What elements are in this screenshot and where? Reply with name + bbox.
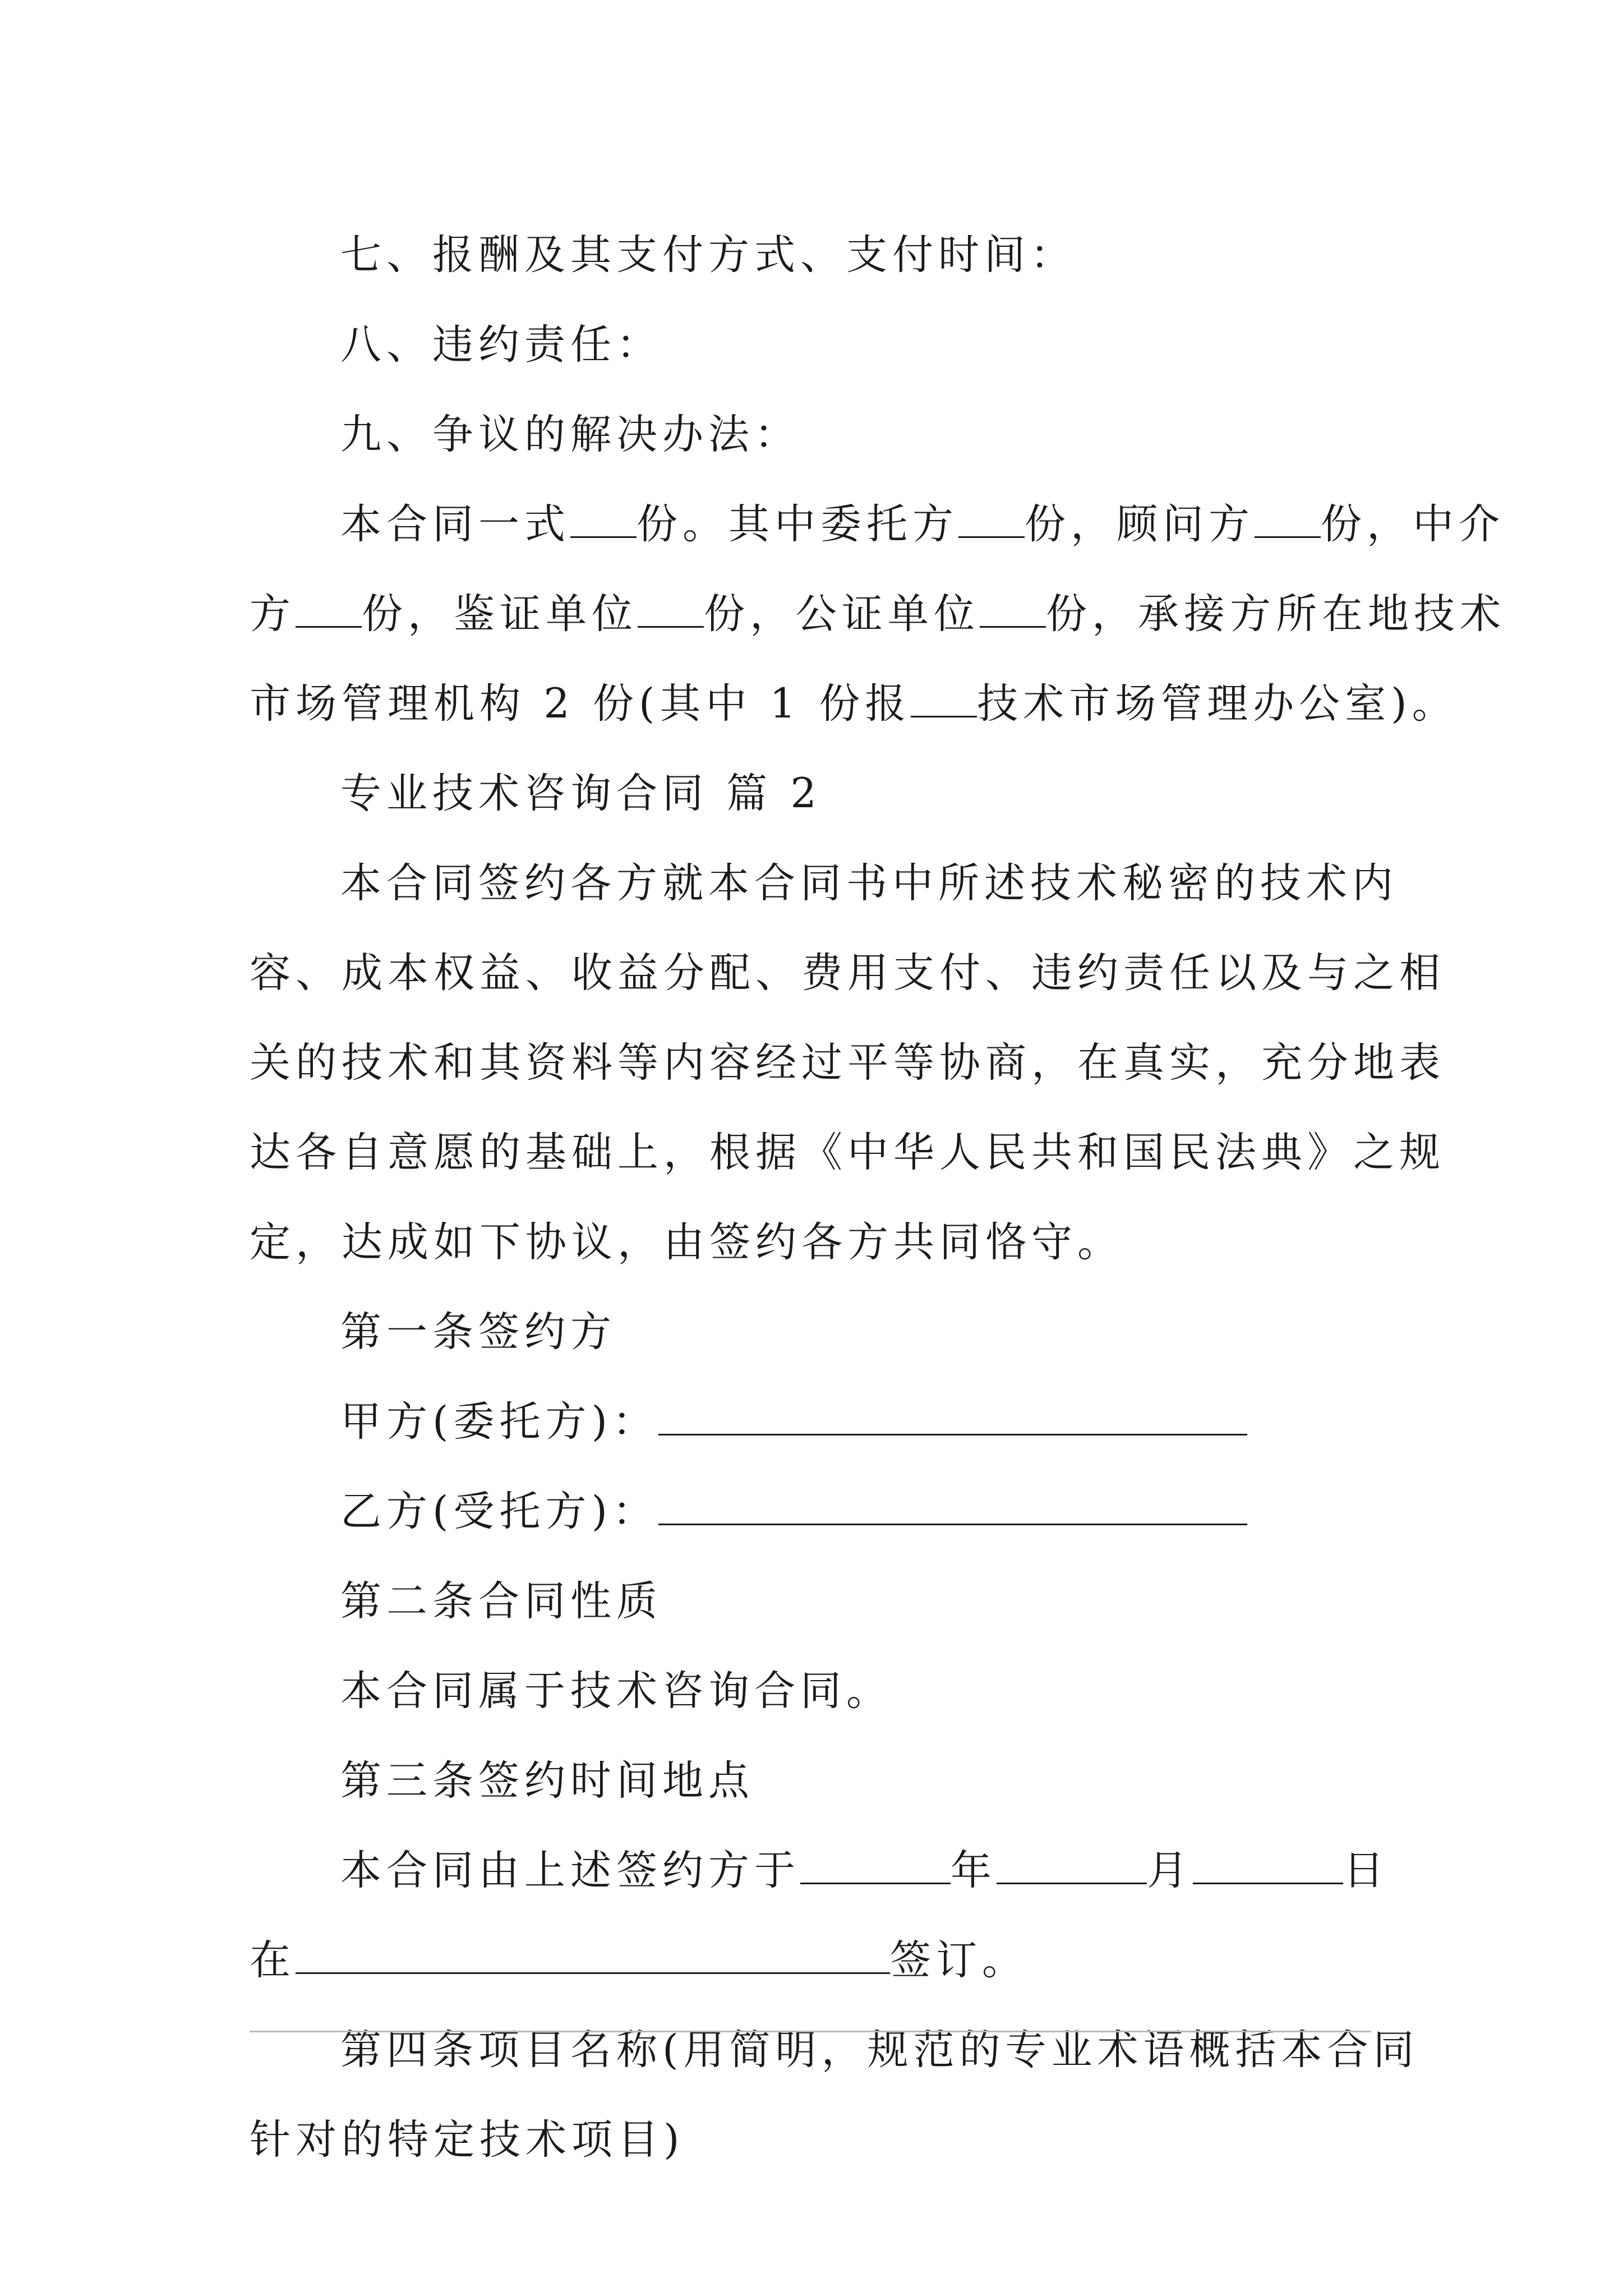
preamble-line-1 (250, 839, 1398, 928)
blank-field (296, 588, 362, 628)
clause-9 (250, 390, 1388, 480)
preamble-text: 本合同签约各方就本合同书中所述技术秘密的技术内 (340, 859, 1398, 907)
contract-nature-line (250, 1646, 1388, 1736)
clause-8 (250, 300, 1388, 390)
article-2-text: 第二条合同性质 (340, 1577, 662, 1625)
day-label: 日 (1343, 1847, 1389, 1894)
article-4-line-2 (250, 2095, 1388, 2185)
signing-date-line (250, 1826, 1388, 1916)
copies-text-1: 本合同一式 (340, 500, 570, 548)
copies-text-2: 份。其中委托方 (637, 500, 958, 548)
article-3-heading (250, 1736, 1388, 1826)
year-label: 年 (951, 1847, 997, 1894)
preamble-text: 关的技术和其资料等内容经过平等协商，在真实，充分地表 (250, 1039, 1445, 1087)
party-b-label: 乙方(受托方)： (340, 1488, 658, 1535)
party-a-label: 甲方(委托方)： (340, 1398, 658, 1446)
article-1-text: 第一条签约方 (340, 1308, 616, 1356)
party-a-line (250, 1377, 1388, 1467)
blank-field (958, 498, 1025, 538)
signing-date-text: 本合同由上述签约方于 (340, 1847, 800, 1894)
clause-9-text: 九、争议的解决办法： (340, 411, 800, 458)
party-b-blank (658, 1485, 1247, 1525)
contract-nature-text: 本合同属于技术咨询合同。 (340, 1667, 892, 1715)
blank-field (911, 678, 977, 717)
clause-8-text: 八、违约责任： (340, 321, 662, 369)
copies-line-3 (250, 659, 1458, 749)
blank-field (570, 498, 637, 538)
copies-text-4: 份，中介 (1321, 500, 1505, 548)
preamble-text: 达各自意愿的基础上，根据《中华人民共和国民法典》之规 (250, 1129, 1445, 1176)
article-4-line-1 (250, 2005, 1419, 2095)
article-3-text: 第三条签约时间地点 (340, 1757, 754, 1805)
section-heading (250, 749, 1388, 839)
year-blank (800, 1844, 951, 1884)
clause-7-text: 七、报酬及其支付方式、支付时间： (340, 231, 1076, 279)
article-4-text: 第四条项目名称(用简明，规范的专业术语概括本合同 (340, 2026, 1419, 2074)
copies-text-7: 份，公证单位 (704, 590, 980, 638)
preamble-line-5 (250, 1198, 1388, 1287)
blank-field (980, 588, 1046, 628)
preamble-line-3 (250, 1018, 1445, 1108)
signing-place-text: 在 (250, 1936, 296, 1984)
document-body (250, 210, 1506, 2185)
day-blank (1193, 1844, 1343, 1884)
copies-text-10: 技术市场管理办公室)。 (977, 680, 1458, 728)
blank-field (638, 588, 704, 628)
preamble-text: 定，达成如下协议，由签约各方共同恪守。 (250, 1218, 1123, 1266)
copies-text-5: 方 (250, 590, 296, 638)
copies-text-8: 份，承接方所在地技术 (1046, 590, 1506, 638)
month-blank (997, 1844, 1147, 1884)
preamble-text: 容、成本权益、收益分配、费用支付、违约责任以及与之相 (250, 949, 1445, 997)
copies-text-3: 份，顾问方 (1025, 500, 1255, 548)
article-1-heading (250, 1287, 1388, 1377)
blank-field (1255, 498, 1321, 538)
signing-place-suffix: 签订。 (890, 1936, 1028, 1984)
article-2-heading (250, 1557, 1388, 1646)
place-blank (296, 1934, 890, 1974)
party-a-blank (658, 1396, 1247, 1435)
preamble-line-2 (250, 928, 1445, 1018)
section-heading-text: 专业技术咨询合同 篇 2 (340, 770, 822, 817)
clause-7 (250, 210, 1388, 300)
party-b-line (250, 1467, 1388, 1557)
copies-line-1 (250, 480, 1505, 569)
article-4-text: 针对的特定技术项目) (250, 2116, 685, 2164)
month-label: 月 (1147, 1847, 1193, 1894)
signing-place-line (250, 1916, 1388, 2005)
footer-divider (250, 2031, 1371, 2032)
copies-text-9: 市场管理机构 2 份(其中 1 份报 (250, 680, 911, 728)
preamble-line-4 (250, 1108, 1445, 1198)
copies-text-6: 份，鉴证单位 (362, 590, 638, 638)
copies-line-2 (250, 569, 1506, 659)
